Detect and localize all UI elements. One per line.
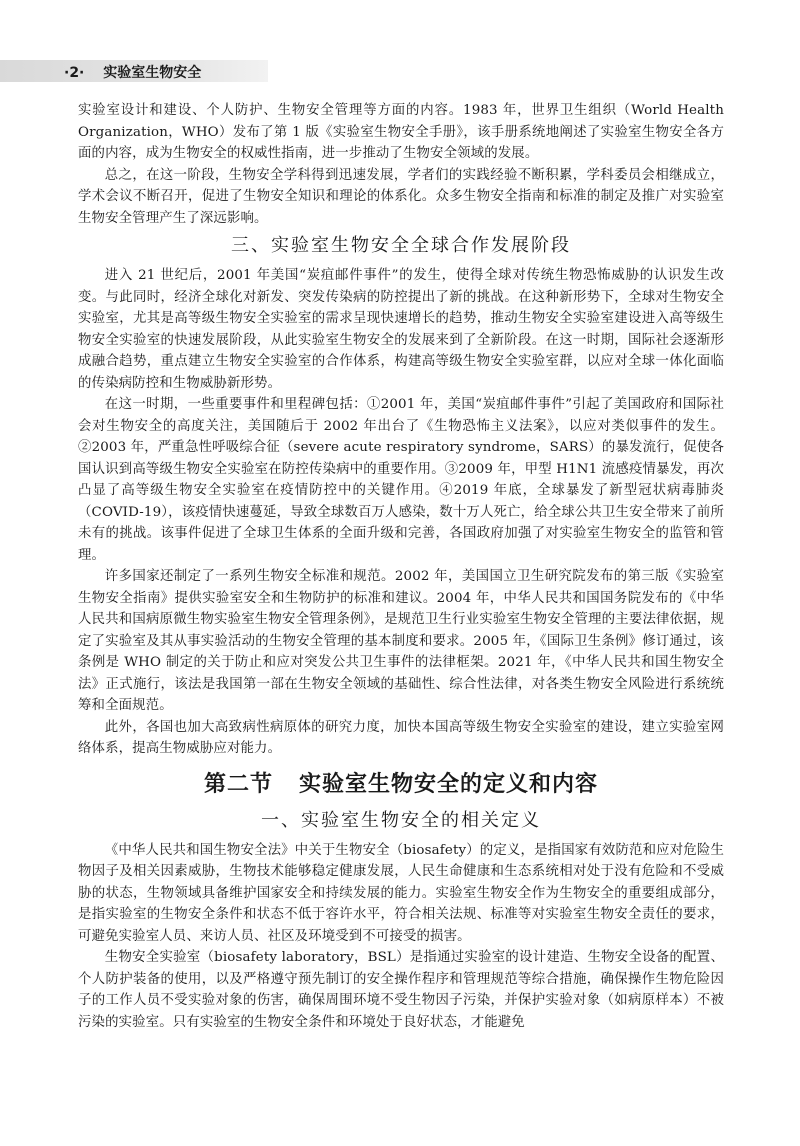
paragraph: 许多国家还制定了一系列生物安全标准和规范。2002 年，美国国立卫生研究院发布的第三版《实验室生物安全指南》提供实验室安全和生物防护的标准和建议。2004 年，中华人民共和国国务院发布的《中华人民共和国病原微生物实验室生物安全管理条例》，是规范卫生行业实验室生物安全管理的主要法律依据，规定了实验室及其从事实验活动的生物安全管理的基本制度和要求。2005 年，《国际卫生条例》修订通过，该条例是 WHO 制定的关于防止和应对突发公共卫生事件的法律框架。2021 年，《中华人民共和国生物安全法》正式施行，该法是我国第一部在生物安全领域的基础性、综合性法律，对各类生物安全风险进行系统统筹和全面规范。 (78, 569, 724, 713)
running-header (64, 62, 201, 82)
book-title: 实验室生物安全 (103, 65, 202, 81)
paragraph: 此外，各国也加大高致病性病原体的研究力度，加快本国高等级生物安全实验室的建设，建立实验室网络体系，提高生物威胁应对能力。 (78, 719, 724, 756)
chapter-title (78, 766, 724, 804)
chapter-title-text: 实验室生物安全的定义和内容 (299, 771, 599, 797)
paragraph: 实验室设计和建设、个人防护、生物安全管理等方面的内容。1983 年，世界卫生组织（World Health Organization，WHO）发布了第 1 版《实验室生物安全手册》，该手册系统地阐述了实验室生物安全各方面的内容，成为生物安全的权威性指南，进一步推动了生物安全领域的发展。 (78, 103, 724, 161)
paragraph: 在这一时期，一些重要事件和里程碑包括：①2001 年，美国“炭疽邮件事件”引起了美国政府和国际社会对生物安全的高度关注，美国随后于 2002 年出台了《生物恐怖主义法案》，以应对类似事件的发生。②2003 年，严重急性呼吸综合征（severe acute respiratory syndrome，SARS）的暴发流行，促使各国认识到高等级生物安全实验室在防控传染病中的重要作用。③2009 年，甲型 H1N1 流感疫情暴发，再次凸显了高等级生物安全实验室在疫情防控中的关键作用。④2019 年底，全球暴发了新型冠状病毒肺炎（COVID-19），该疫情快速蔓延，导致全球数百万人感染，数十万人死亡，给全球公共卫生安全带来了前所未有的挑战。该事件促进了全球卫生体系的全面升级和完善，各国政府加强了对实验室生物安全的监管和管理。 (78, 397, 724, 563)
paragraph: 进入 21 世纪后，2001 年美国“炭疽邮件事件”的发生，使得全球对传统生物恐怖威胁的认识发生改变。与此同时，经济全球化对新发、突发传染病的防控提出了新的挑战。在这种新形势下，全球对生物安全实验室，尤其是高等级生物安全实验室的需求呈现快速增长的趋势，推动生物安全实验室建设进入高等级生物安全实验室的快速发展阶段，从此实验室生物安全的发展来到了全新阶段。在这一时期，国际社会逐渐形成融合趋势，重点建立生物安全实验室的合作体系，构建高等级生物安全实验室群，以应对全球一体化面临的传染病防控和生物威胁新形势。 (78, 268, 724, 391)
page-number: ·2· (64, 65, 85, 81)
chapter-section-label: 第二节 (203, 771, 273, 797)
paragraph: 生物安全实验室（biosafety laboratory，BSL）是指通过实验室的设计建造、生物安全设备的配置、个人防护装备的使用，以及严格遵守预先制订的安全操作程序和管理规范等综合措施，确保操作生物危险因子的工作人员不受实验对象的伤害，确保周围环境不受生物因子污染，并保护实验对象（如病原样本）不被污染的实验室。只有实验室的生物安全条件和环境处于良好状态，才能避免 (78, 950, 724, 1030)
page-content (78, 100, 724, 1033)
paragraph: 总之，在这一阶段，生物安全学科得到迅速发展，学者们的实践经验不断积累，学科委员会相继成立，学术会议不断召开，促进了生物安全知识和理论的体系化。众多生物安全指南和标准的制定及推广对实验室生物安全管理产生了深远影响。 (78, 167, 724, 226)
paragraph: 《中华人民共和国生物安全法》中关于生物安全（biosafety）的定义，是指国家有效防范和应对危险生物因子及相关因素威胁，生物技术能够稳定健康发展，人民生命健康和生态系统相对处于没有危险和不受威胁的状态，生物领域具备维护国家安全和持续发展的能力。实验室生物安全作为生物安全的重要组成部分，是指实验室的生物安全条件和状态不低于容许水平，符合相关法规、标准等对实验室生物安全责任的要求，可避免实验室人员、来访人员、社区及环境受到不可接受的损害。 (78, 842, 724, 944)
subsection-heading: 一、实验室生物安全的相关定义 (261, 809, 541, 831)
section-heading: 三、实验室生物安全全球合作发展阶段 (231, 235, 571, 256)
